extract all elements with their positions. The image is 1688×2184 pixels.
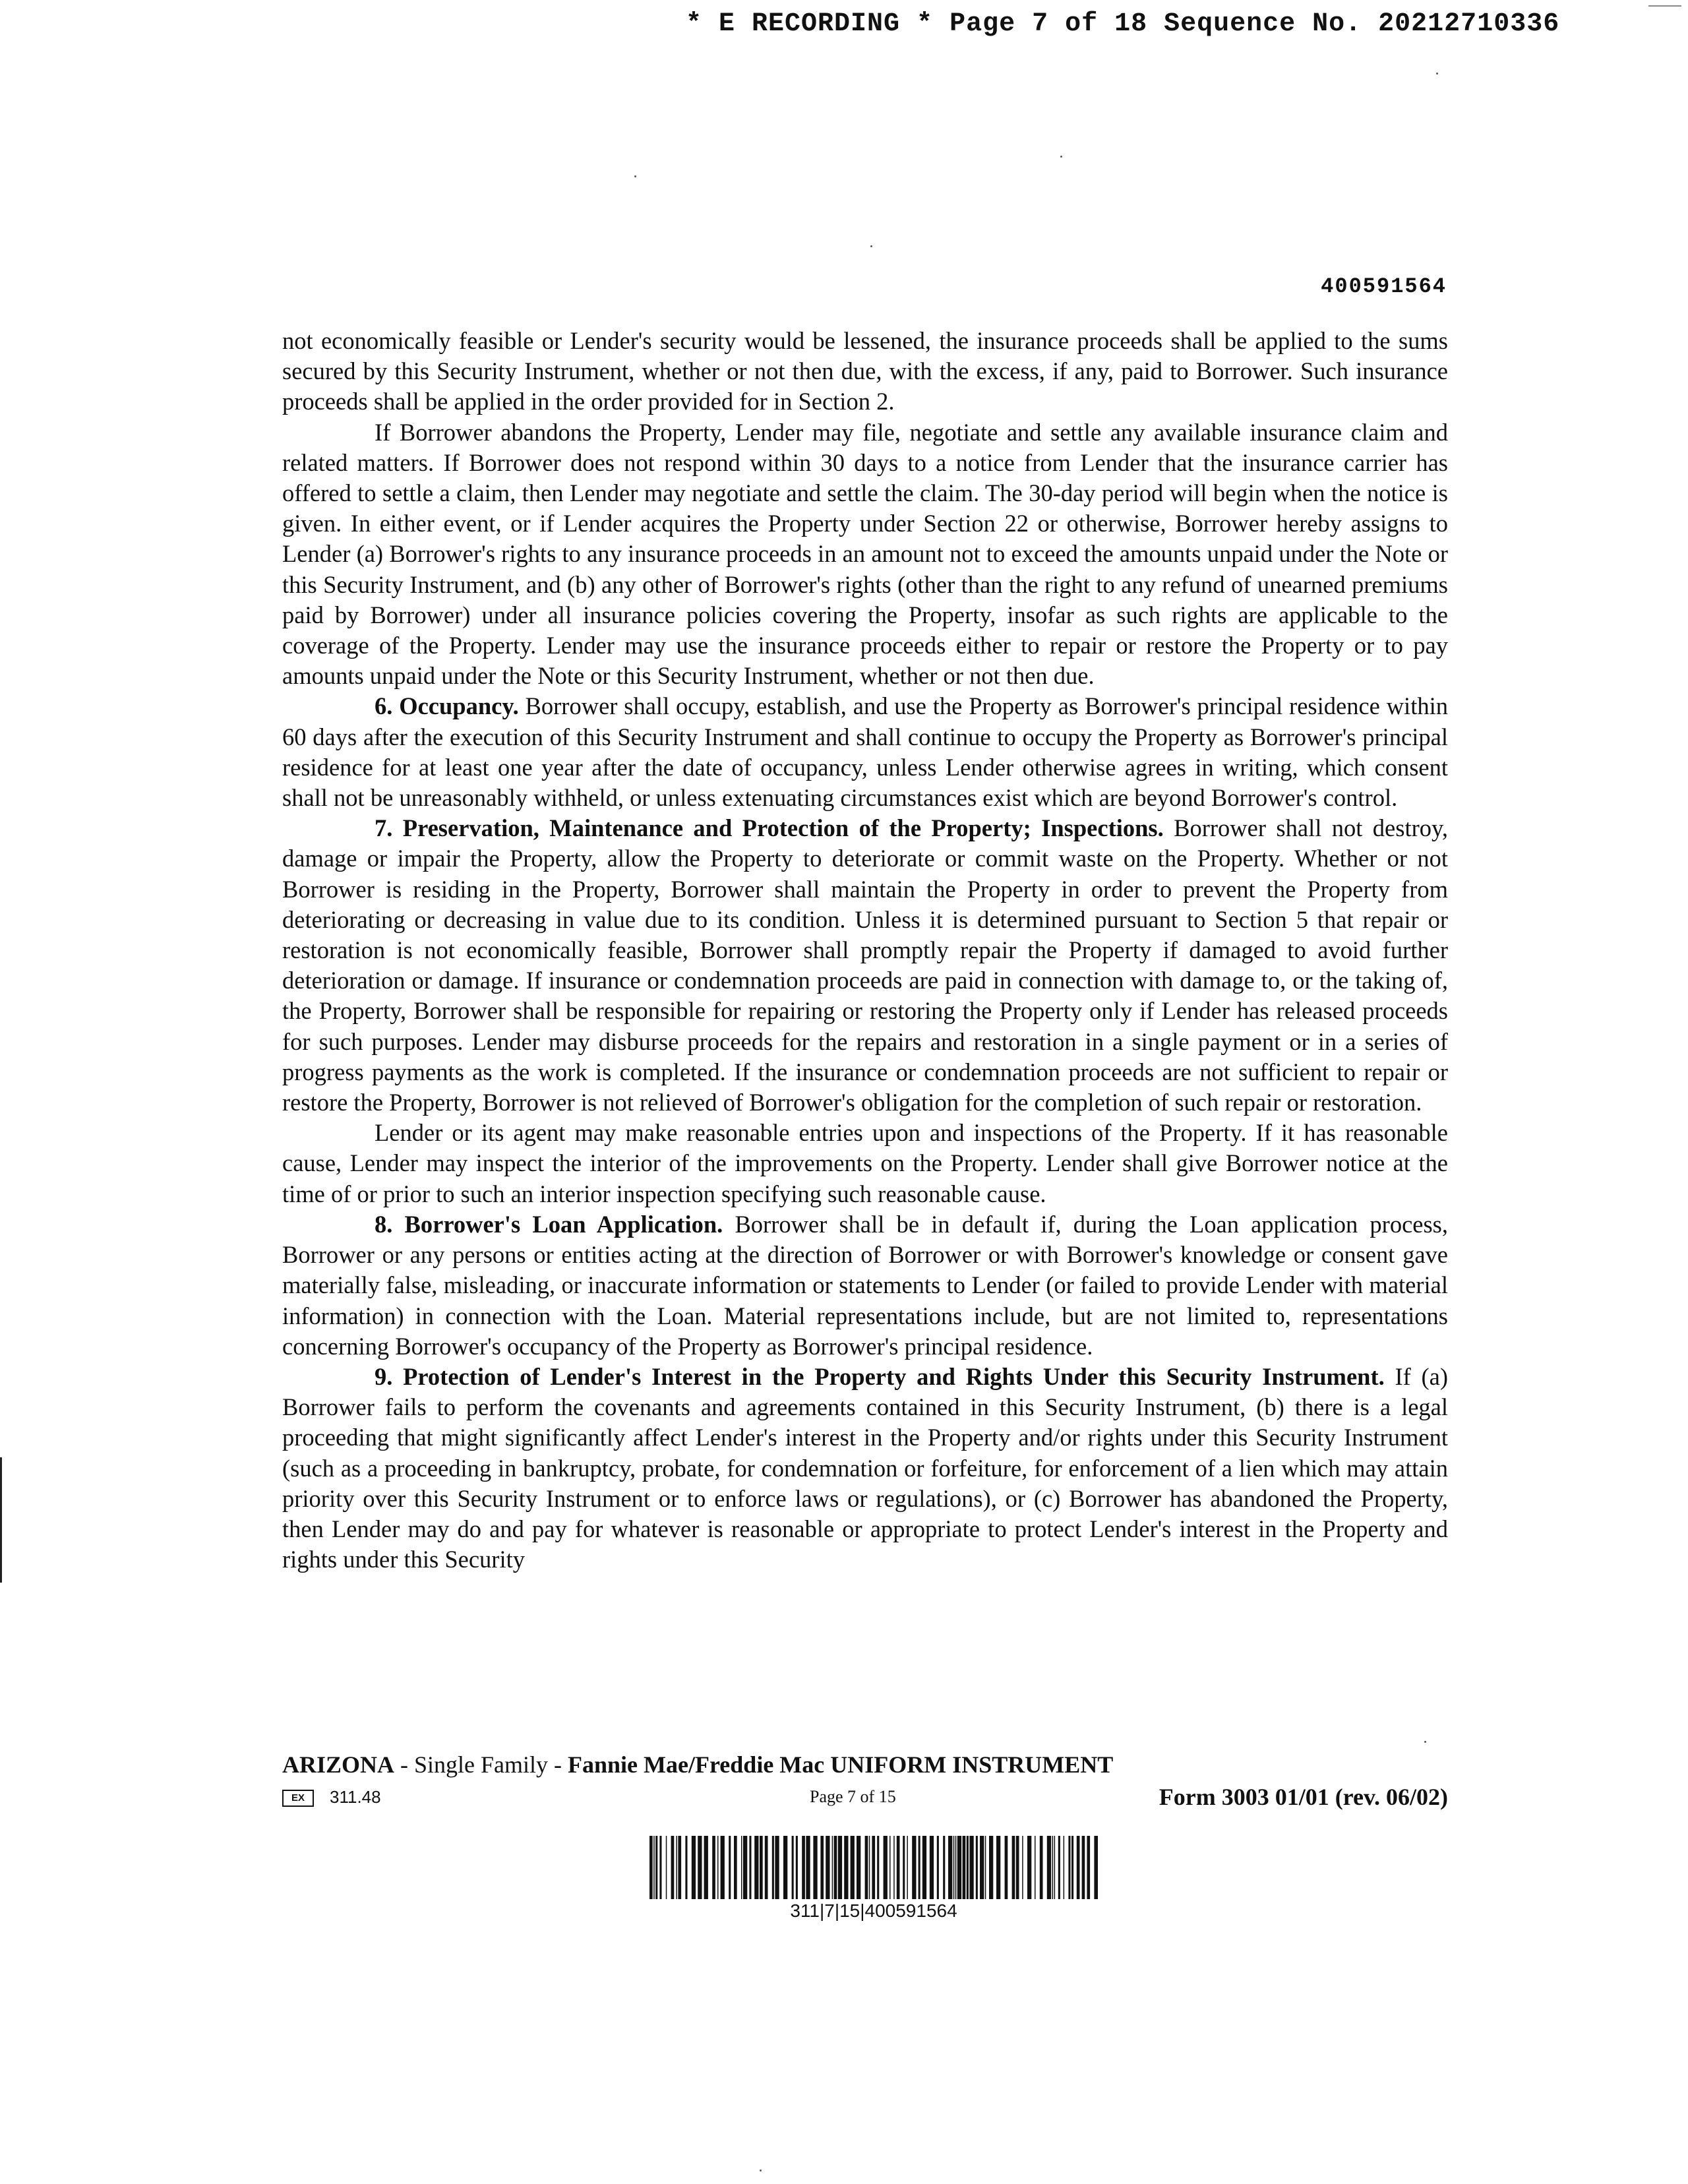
barcode-bar [832, 1836, 833, 1899]
barcode-bar [754, 1836, 758, 1899]
scan-speck [634, 175, 636, 177]
barcode-bar [1064, 1836, 1065, 1899]
barcode-bar [948, 1836, 952, 1899]
barcode-bar [1035, 1836, 1036, 1899]
barcode-bar [671, 1836, 675, 1899]
barcode-bar [698, 1836, 702, 1899]
barcode-bar [792, 1836, 794, 1899]
barcode-bar [692, 1836, 696, 1899]
barcode-bar [969, 1836, 973, 1899]
barcode-bar [760, 1836, 763, 1899]
barcode-bar [903, 1836, 905, 1899]
barcode-bar [834, 1836, 837, 1899]
barcode-bar [1022, 1836, 1023, 1899]
barcode-bar [775, 1836, 779, 1899]
barcode-bar [1016, 1836, 1019, 1899]
barcode-bar [659, 1836, 661, 1899]
scan-speck [870, 245, 872, 247]
paragraph-text: not economically feasible or Lender's security would be lessened, the insurance proceeds shall be applied to the sums secured by this Security Instrument, whether or not then due, with the excess, if any, paid to Borrower. Such insurance proceeds shall be applied in the order provided for in Section 2. [282, 327, 1448, 415]
barcode-bar [802, 1836, 805, 1899]
barcode-bar [897, 1836, 900, 1899]
barcode-bar [734, 1836, 737, 1899]
barcode-bar [1012, 1836, 1015, 1899]
barcode-bar [1071, 1836, 1073, 1899]
barcode-bar [676, 1836, 677, 1899]
barcode-bar [704, 1836, 708, 1899]
barcode-text: 311|7|15|400591564 [790, 1900, 957, 1921]
barcode-bar [653, 1836, 655, 1899]
barcode-bar [1082, 1836, 1085, 1899]
paragraph [282, 1118, 1448, 1209]
barcode-bar [1005, 1836, 1008, 1899]
scan-speck [760, 2169, 762, 2171]
barcode-bar [907, 1836, 908, 1899]
paragraph-text: Lender or its agent may make reasonable entries upon and inspections of the Property. If it has reasonable cause, Lender may inspect the interior of the improvements on the Property. Lender shall give Borrower notice at the time of or prior to such an interior inspection specifying such reasonable cause. [282, 1119, 1448, 1207]
document-body [282, 326, 1448, 1575]
barcode-bar [943, 1836, 945, 1899]
barcode-bar [955, 1836, 957, 1899]
section-preservation [282, 813, 1448, 1118]
barcode-bar [820, 1836, 824, 1899]
barcode-bar [857, 1836, 860, 1899]
barcode-bar [678, 1836, 681, 1899]
barcode-bar [996, 1836, 1000, 1899]
barcode-bar [721, 1836, 725, 1899]
footer-state: ARIZONA [282, 1751, 395, 1778]
barcode-bar [953, 1836, 955, 1899]
barcode-bar [1068, 1836, 1070, 1899]
barcode-bar [967, 1836, 969, 1899]
paragraph [282, 417, 1448, 692]
barcode-bar [930, 1836, 934, 1899]
footer-line [282, 1786, 1448, 1812]
barcode-bar [729, 1836, 731, 1899]
barcode-bar [989, 1836, 993, 1899]
scan-edge-mark [1648, 5, 1681, 7]
paragraph-text: Borrower shall not destroy, damage or impair the Property, allow the Property to deteriorate or commit waste on the Property. Whether or not Borrower is residing in the Property, Borrower shall maintain the Property in order to prevent the Property from deteriorating or decreasing in value due to its condition. Unless it is determined pursuant to Section 5 that repair or restoration is not economically feasible, Borrower shall promptly repair the Property if damaged to avoid further deterioration or damage. If insurance or condemnation proceeds are paid in connection with damage to, or the taking of, the Property, Borrower shall be responsible for repairing or restoring the Property only if Lender has released proceeds for such purposes. Lender may disburse proceeds for the repairs and restoration in a single payment or in a series of progress payments as the work is completed. If the insurance or condemnation proceeds are not sufficient to repair or restore the Property, Borrower is not relieved of Borrower's obligation for the completion of such repair or restoration. [282, 814, 1448, 1116]
section-loan-application [282, 1209, 1448, 1362]
barcode-bar [796, 1836, 798, 1899]
barcode-bar [741, 1836, 742, 1899]
barcode-bar [1047, 1836, 1051, 1899]
page-number: Page 7 of 15 [810, 1787, 896, 1806]
recording-header: * E RECORDING * Page 7 of 18 Sequence No. 20212710336 [686, 9, 1560, 39]
section-heading: 8. Borrower's Loan Application. [375, 1210, 723, 1238]
barcode-bar [743, 1836, 747, 1899]
barcode-bar [749, 1836, 751, 1899]
barcode-bar [912, 1836, 916, 1899]
paragraph-text: Borrower shall occupy, establish, and use the Property as Borrower's principal residence within 60 days after the execution of this Security Instrument and shall continue to occupy the Property as Borrower's principal residence for at least one year after the date of occupancy, unless Lender otherwise agrees in writing, which consent shall not be unreasonably withheld, or unless extenuating circumstances exist which are beyond Borrower's control. [282, 692, 1448, 812]
barcode-bar [1094, 1836, 1098, 1899]
barcode-bar [844, 1836, 848, 1899]
barcode-bar [813, 1836, 817, 1899]
barcode-bar [865, 1836, 868, 1899]
barcode-bar [937, 1836, 939, 1899]
barcode-bar [976, 1836, 978, 1899]
loan-number: 400591564 [1321, 274, 1447, 299]
barcode-bar [893, 1836, 895, 1899]
barcode-bar [922, 1836, 926, 1899]
barcode-bar [884, 1836, 888, 1899]
barcode-bar [963, 1836, 966, 1899]
barcode-bar [649, 1836, 653, 1899]
barcode-bar [1058, 1836, 1060, 1899]
section-heading: 9. Protection of Lender's Interest in the Property and Rights Under this Security Instrument. [375, 1362, 1385, 1390]
barcode-bar [666, 1836, 667, 1899]
paragraph-text: Borrower shall be in default if, during the Loan application process, Borrower or any persons or entities acting at the direction of Borrower or with Borrower's knowledge or consent gave materially false, misleading, or inaccurate information or statements to Lender (or failed to provide Lender with material information) in connection with the Loan. Material representations include, but are not limited to, representations concerning Borrower's occupancy of the Property as Borrower's principal residence. [282, 1210, 1448, 1360]
barcode-bar [877, 1836, 879, 1899]
scan-speck [1424, 1741, 1426, 1743]
barcode-bar [872, 1836, 875, 1899]
footer-instrument-title [282, 1751, 1113, 1778]
barcode-bar [1054, 1836, 1056, 1899]
barcode-bar [1040, 1836, 1043, 1899]
barcode-bar [869, 1836, 870, 1899]
barcode-bar [957, 1836, 961, 1899]
barcode-bar [985, 1836, 986, 1899]
barcode-bar [1077, 1836, 1080, 1899]
form-logo-icon: EX [282, 1790, 314, 1807]
paragraph [282, 326, 1448, 417]
barcode-bar [717, 1836, 719, 1899]
barcode-bar [772, 1836, 774, 1899]
section-heading: 7. Preservation, Maintenance and Protection of the Property; Inspections. [375, 814, 1164, 842]
paragraph-text: If (a) Borrower fails to perform the covenants and agreements contained in this Security Instrument, (b) there is a legal proceeding that might significantly affect Lender's interest in the Property and/or rights under this Security Instrument (such as a proceeding in bankruptcy, probate, for condemnation or forfeiture, for enforcement of a lien which may attain priority over this Security Instrument or to enforce laws or regulations), or (c) Borrower has abandoned the Property, then Lender may do and pay for whatever is reasonable or appropriate to protect Lender's interest in the Property and rights under this Security [282, 1362, 1448, 1573]
barcode-bar [783, 1836, 787, 1899]
barcode-bar [851, 1836, 855, 1899]
scan-edge-mark [0, 1457, 2, 1583]
barcode-bar [1052, 1836, 1054, 1899]
section-heading: 6. Occupancy. [375, 692, 519, 720]
barcode-icon [649, 1836, 1098, 1899]
barcode-bar [980, 1836, 984, 1899]
barcode-bar [838, 1836, 842, 1899]
barcode-bar [712, 1836, 715, 1899]
barcode-bar [1027, 1836, 1031, 1899]
scan-speck [1436, 73, 1438, 75]
barcode-bar [685, 1836, 687, 1899]
form-number: Form 3003 01/01 (rev. 06/02) [1159, 1784, 1448, 1810]
footer-instrument: Fannie Mae/Freddie Mac UNIFORM INSTRUMENT [568, 1751, 1114, 1778]
form-code: 311.48 [330, 1787, 381, 1807]
barcode-bar [806, 1836, 810, 1899]
barcode-bar [1087, 1836, 1090, 1899]
paragraph-text: If Borrower abandons the Property, Lender may file, negotiate and settle any available insurance claim and related matters. If Borrower does not respond within 30 days to a notice from Lender that the insurance carrier has offered to settle a claim, then Lender may negotiate and settle the claim. The 30-day period will begin when the notice is given. In either event, or if Lender acquires the Property under Section 22 or otherwise, Borrower hereby assigns to Lender (a) Borrower's rights to any insurance proceeds in an amount not to exceed the amounts unpaid under the Note or this Security Instrument, and (b) any other of Borrower's rights (other than the right to any refund of unearned premiums paid by Borrower) under all insurance policies covering the Property, insofar as such rights are applicable to the coverage of the Property. Lender may use the insurance proceeds either to repair or restore the Property or to pay amounts unpaid under the Note or this Security Instrument, whether or not then due. [282, 418, 1448, 690]
barcode-bar [765, 1836, 768, 1899]
barcode-bar [889, 1836, 891, 1899]
barcode-bar [919, 1836, 920, 1899]
barcode-bar [655, 1836, 657, 1899]
footer-separator: - Single Family - [394, 1751, 568, 1778]
section-protection [282, 1362, 1448, 1575]
section-occupancy [282, 691, 1448, 813]
barcode-bar [826, 1836, 829, 1899]
scan-speck [1060, 156, 1062, 158]
